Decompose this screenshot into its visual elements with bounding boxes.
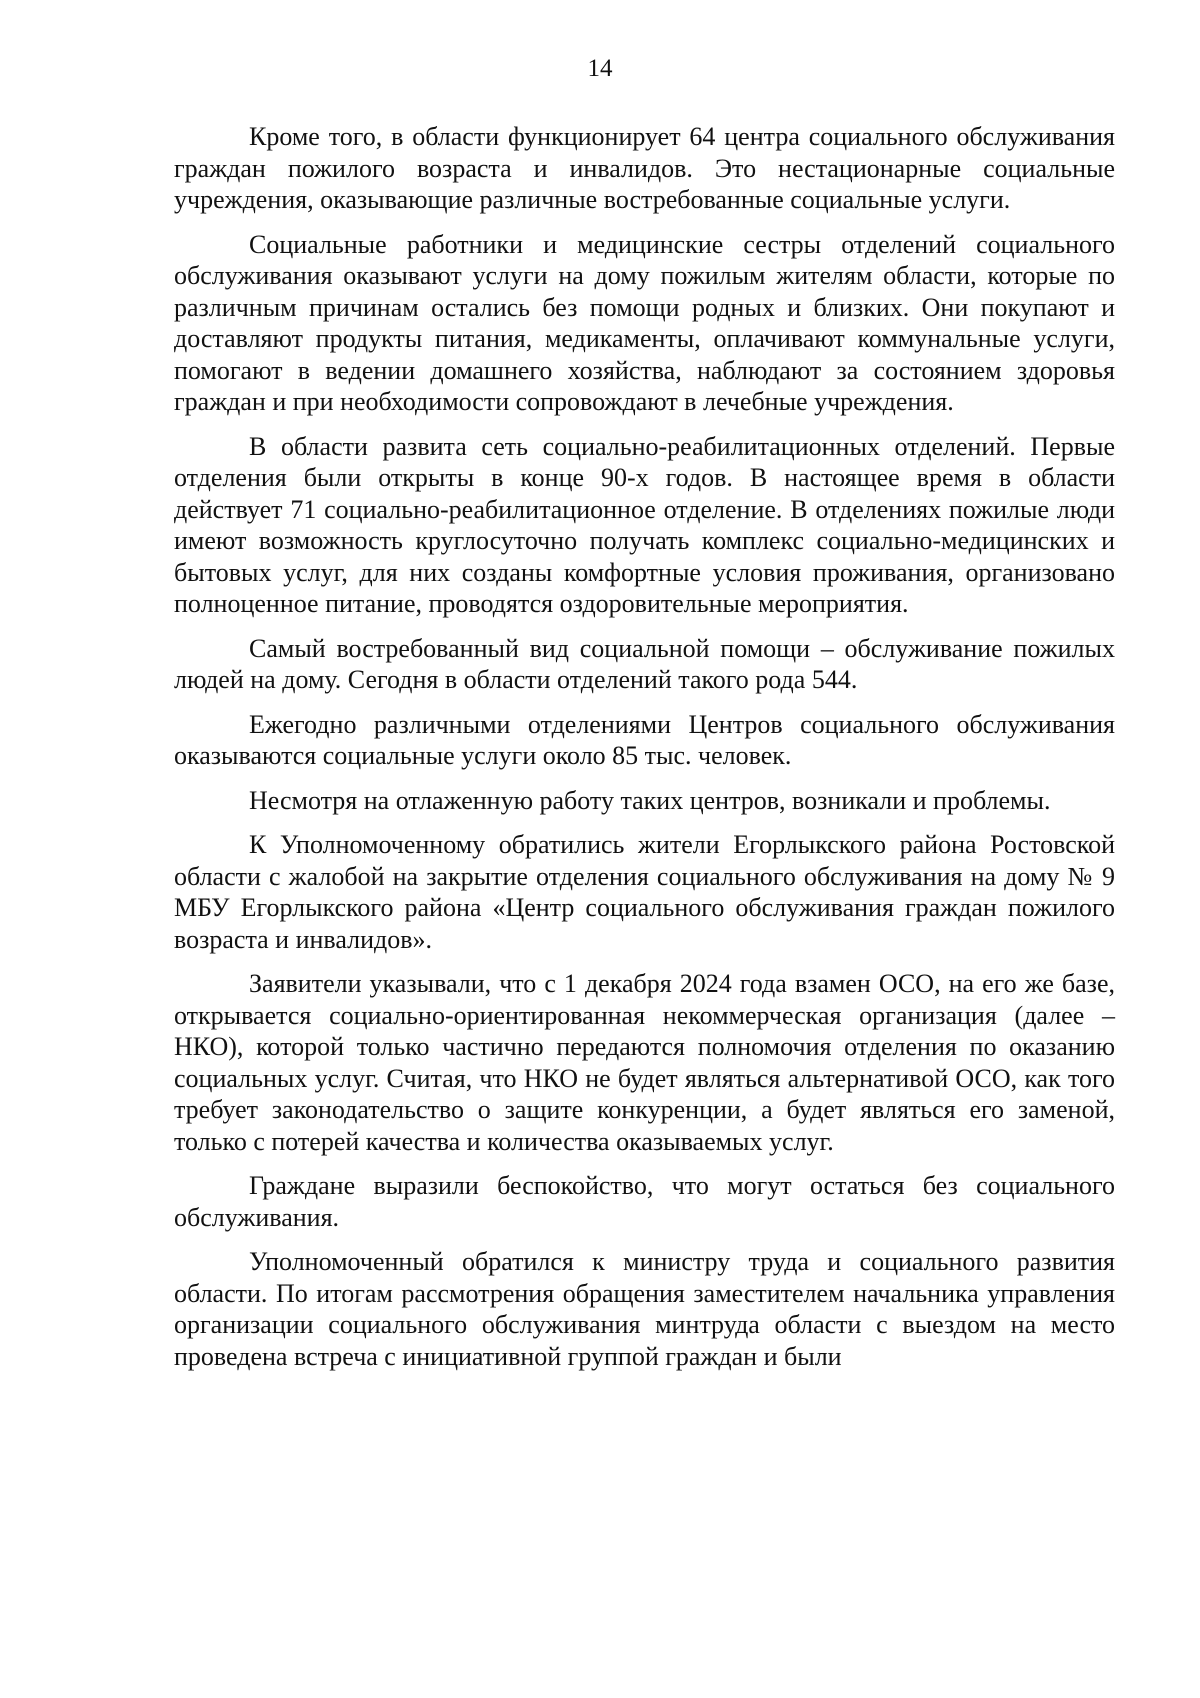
paragraph-home-care-workers: Социальные работники и медицинские сестры отделений социального обслуживания оказывают услуги на дому пожилым жителям области, которые по различным причинам остались без помощи родных и близких. Они покупают и доставляют продукты питания, медикаменты, оплачивают коммунальные услуги, помогают в ведении домашнего хозяйства, наблюдают за состоянием здоровья граждан и при необходимости сопровождают в лечебные учреждения. [174,229,1115,416]
page-number: 14 [587,55,613,82]
paragraph-applicants-claims: Заявители указывали, что с 1 декабря 2024 года взамен ОСО, на его же базе, открывается социально-ориентированная некоммерческая организация (далее – НКО), которой только частично передаются полномочия отделения по оказанию социальных услуг. Считая, что НКО не будет являться альтернативой ОСО, как того требует законодательство о защите конкуренции, а будет являться его заменой, только с потерей качества и количества оказываемых услуг. [174,969,1115,1156]
paragraph-annual-services: Ежегодно различными отделениями Центров социального обслуживания оказываются социальные услуги около 85 тыс. человек. [174,709,1115,770]
paragraph-social-service-centers: Кроме того, в области функционирует 64 центра социального обслуживания граждан пожилого возраста и инвалидов. Это нестационарные социальные учреждения, оказывающие различные востребованные социальные услуги. [174,122,1115,214]
document-body [174,121,1115,1385]
paragraph-problems: Несмотря на отлаженную работу таких центров, возникали и проблемы. [249,785,1051,815]
paragraph-egorlyk-complaint: К Уполномоченному обратились жители Егорлыкского района Ростовской области с жалобой на закрытие отделения социального обслуживания на дому № 9 МБУ Егорлыкского района «Центр социального обслуживания граждан пожилого возраста и инвалидов». [174,830,1115,954]
paragraph-ombudsman-appeal: Уполномоченный обратился к министру труда и социального развития области. По итогам рассмотрения обращения заместителем начальника управления организации социального обслуживания минтруда области с выездом на место проведена встреча с инициативной группой граждан и были [174,1247,1115,1371]
paragraph-citizens-concern: Граждане выразили беспокойство, что могут остаться без социального обслуживания. [174,1171,1115,1232]
paragraph-rehabilitation-departments: В области развита сеть социально-реабилитационных отделений. Первые отделения были открыты в конце 90-х годов. В настоящее время в области действует 71 социально-реабилитационное отделение. В отделениях пожилые люди имеют возможность круглосуточно получать комплекс социально-медицинских и бытовых услуг, для них созданы комфортные условия проживания, организовано полноценное питание, проводятся оздоровительные мероприятия. [174,431,1115,618]
paragraph-home-service-demand: Самый востребованный вид социальной помощи – обслуживание пожилых людей на дому. Сегодня в области отделений такого рода 544. [174,633,1115,694]
